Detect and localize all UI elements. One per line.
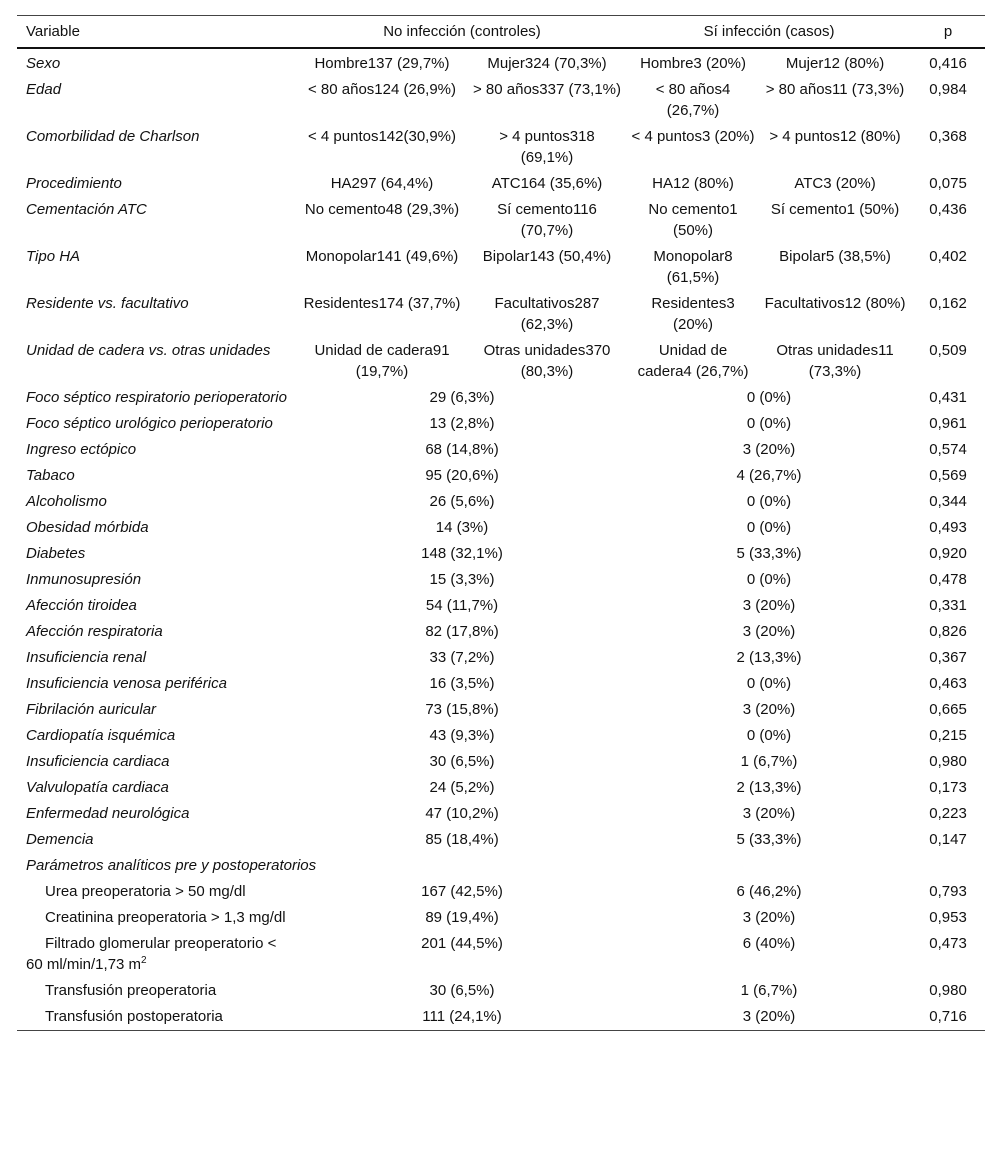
cases-cell: < 80 años4 (26,7%) [655,81,731,119]
variable-cell: Ingreso ectópico [26,441,137,458]
p-value-cell: 0,473 [929,935,967,952]
p-value-cell: 0,162 [929,295,967,312]
cases-cell: 5 (33,3%) [736,831,802,848]
cases-cell: 3 (20%) [742,441,796,458]
variable-text: Filtrado glomerular preoperatorio < 60 ml/min/1,73 m [26,935,277,973]
cases-cell: 0 (0%) [746,519,792,536]
header-row [17,16,985,49]
table-row [17,385,985,411]
controls-cell: ATC164 (35,6%) [491,175,603,192]
header-controls: No infección (controles) [297,16,627,49]
table-row [17,197,985,244]
p-value-cell: 0,980 [929,982,967,999]
cases-cell: Hombre3 (20%) [640,55,746,72]
p-value-cell: 0,980 [929,753,967,770]
controls-cell: 111 (24,1%) [297,1004,627,1031]
controls-cell: 54 (11,7%) [425,597,499,614]
p-value-cell: 0,368 [929,128,967,145]
header-variable: Variable [17,16,297,49]
variable-cell: Diabetes [26,545,86,562]
p-value-cell: 0,173 [929,779,967,796]
table-row [17,244,985,291]
cases-cell: 2 (13,3%) [736,649,802,666]
p-value-cell: 0,431 [929,389,967,406]
controls-cell: Bipolar143 (50,4%) [482,248,612,265]
cases-cell: 3 (20%) [742,909,796,926]
controls-cell: < 4 puntos142(30,9%) [307,128,457,145]
controls-cell: 167 (42,5%) [421,883,503,900]
p-value-cell: 0,665 [929,701,967,718]
variable-cell: Afección respiratoria [26,623,163,640]
cases-cell: 5 (33,3%) [736,545,802,562]
variable-cell: Insuficiencia venosa periférica [26,675,227,692]
controls-cell: Unidad de cadera91 (19,7%) [314,342,450,380]
cases-cell: > 4 puntos12 (80%) [769,128,901,145]
controls-cell: 13 (2,8%) [429,415,495,432]
table-row [17,905,985,931]
cases-cell: 0 (0%) [746,675,792,692]
table-row [17,515,985,541]
cases-cell: < 4 puntos3 (20%) [631,128,755,145]
variable-cell: Fibrilación auricular [26,701,157,718]
variable-cell [17,931,297,978]
variable-cell: Foco séptico urológico perioperatorio [26,415,273,432]
cases-cell: Residentes3 (20%) [651,295,735,333]
table-row [17,77,985,124]
header-p: p [911,16,985,49]
p-value-cell: 0,215 [929,727,967,744]
p-value-cell: 0,147 [929,831,967,848]
controls-cell: > 4 puntos318 (69,1%) [499,128,595,166]
variable-cell: Cardiopatía isquémica [26,727,176,744]
variable-cell: Foco séptico respiratorio perioperatorio [26,389,287,406]
controls-cell: 68 (14,8%) [425,441,499,458]
table-row [17,48,985,77]
cases-cell: Monopolar8 (61,5%) [653,248,733,286]
controls-cell: 26 (5,6%) [429,493,495,510]
controls-cell: < 80 años124 (26,9%) [307,81,457,98]
controls-cell: 85 (18,4%) [425,831,499,848]
variable-cell: Creatinina preoperatoria > 1,3 mg/dl [45,909,286,926]
variable-cell: Valvulopatía cardiaca [26,779,169,796]
results-table [17,15,985,1031]
controls-cell: 33 (7,2%) [429,649,495,666]
controls-cell: 43 (9,3%) [429,727,495,744]
controls-cell: 14 (3%) [435,519,489,536]
p-value-cell: 0,574 [929,441,967,458]
table-row [17,879,985,905]
table-row [17,619,985,645]
variable-cell: Enfermedad neurológica [26,805,190,822]
variable-cell: Cementación ATC [26,201,147,218]
table-row [17,124,985,171]
p-value-cell: 0,402 [929,248,967,265]
table-row [17,801,985,827]
p-value-cell: 0,569 [929,467,967,484]
p-value-cell: 0,920 [929,545,967,562]
variable-cell: Comorbilidad de Charlson [26,128,200,145]
cases-cell: HA12 (80%) [652,175,734,192]
p-value-cell: 0,436 [929,201,967,218]
controls-cell: Facultativos287 (62,3%) [494,295,600,333]
variable-cell: Edad [26,81,62,98]
controls-cell: 73 (15,8%) [425,701,499,718]
controls-cell: 89 (19,4%) [425,909,499,926]
variable-cell: Inmunosupresión [26,571,142,588]
cases-cell: 0 (0%) [746,389,792,406]
variable-cell: Transfusión postoperatoria [17,1004,297,1031]
cases-cell: 6 (46,2%) [736,883,802,900]
cases-cell: Mujer12 (80%) [785,55,885,72]
cases-cell: 2 (13,3%) [736,779,802,796]
cases-cell: 3 (20%) [627,1004,911,1031]
cases-cell: 3 (20%) [742,701,796,718]
controls-cell: Hombre137 (29,7%) [314,55,450,72]
controls-cell: 16 (3,5%) [429,675,495,692]
table-row [17,697,985,723]
controls-cell: Sí cemento116 (70,7%) [497,201,597,239]
controls-cell: 148 (32,1%) [421,545,503,562]
variable-cell: Afección tiroidea [26,597,137,614]
cases-cell: 0 (0%) [746,571,792,588]
variable-cell: Procedimiento [26,175,122,192]
variable-cell: Tipo HA [26,248,81,265]
table-row [17,775,985,801]
controls-cell: HA297 (64,4%) [330,175,434,192]
p-value-cell: 0,716 [911,1004,985,1031]
p-value-cell: 0,509 [929,342,967,359]
variable-cell: Residente vs. facultativo [26,295,189,312]
table-row [17,749,985,775]
controls-cell: Mujer324 (70,3%) [487,55,607,72]
cases-cell: 0 (0%) [746,493,792,510]
cases-cell: 1 (6,7%) [740,753,798,770]
table-row [17,827,985,853]
table-row [17,463,985,489]
controls-cell: 15 (3,3%) [429,571,495,588]
controls-cell: 30 (6,5%) [429,753,495,770]
cases-cell: 6 (40%) [742,935,796,952]
cases-cell: Sí cemento1 (50%) [770,201,900,218]
cases-cell: 1 (6,7%) [740,982,798,999]
cases-cell: 0 (0%) [746,727,792,744]
cases-cell: Facultativos12 (80%) [764,295,906,312]
variable-cell: Insuficiencia renal [26,649,147,666]
header-cases: Sí infección (casos) [627,16,911,49]
cases-cell: 4 (26,7%) [736,467,802,484]
p-value-cell: 0,344 [929,493,967,510]
variable-cell: Alcoholismo [26,493,107,510]
cases-cell: 0 (0%) [746,415,792,432]
p-value-cell: 0,463 [929,675,967,692]
p-value-cell: 0,331 [929,597,967,614]
p-value-cell: 0,984 [929,81,967,98]
variable-cell: Unidad de cadera vs. otras unidades [26,342,271,359]
section-label: Parámetros analíticos pre y postoperatorios [26,857,317,874]
controls-cell: No cemento48 (29,3%) [304,201,460,218]
cases-cell: 3 (20%) [742,623,796,640]
p-value-cell: 0,793 [929,883,967,900]
table-row [17,541,985,567]
cases-cell: No cemento1 (50%) [648,201,738,239]
controls-cell: 201 (44,5%) [421,935,503,952]
controls-cell: Otras unidades370 (80,3%) [483,342,611,380]
p-value-cell: 0,826 [929,623,967,640]
controls-cell: 82 (17,8%) [425,623,499,640]
table-row [17,723,985,749]
controls-cell: > 80 años337 (73,1%) [472,81,622,98]
table-row [17,338,985,385]
table-row [17,171,985,197]
p-value-cell: 0,367 [929,649,967,666]
p-value-cell: 0,961 [929,415,967,432]
cases-cell: Bipolar5 (38,5%) [779,248,891,265]
variable-cell: Tabaco [26,467,75,484]
cases-cell: Unidad de cadera4 (26,7%) [637,342,749,380]
table-row [17,978,985,1004]
cases-cell: > 80 años11 (73,3%) [765,81,905,98]
table-row [17,931,985,978]
table-row [17,489,985,515]
controls-cell: 24 (5,2%) [429,779,495,796]
controls-cell: 47 (10,2%) [425,805,499,822]
table-row [17,291,985,338]
controls-cell: 95 (20,6%) [425,467,499,484]
superscript: 2 [141,955,147,966]
cases-cell: 3 (20%) [742,597,796,614]
p-value-cell: 0,075 [929,175,967,192]
p-value-cell: 0,493 [929,519,967,536]
controls-cell: 30 (6,5%) [429,982,495,999]
cases-cell: 3 (20%) [742,805,796,822]
table-row [17,411,985,437]
variable-cell: Obesidad mórbida [26,519,149,536]
controls-cell: 29 (6,3%) [429,389,495,406]
cases-cell: Otras unidades11 (73,3%) [776,342,894,380]
table-row [17,645,985,671]
controls-cell: Monopolar141 (49,6%) [305,248,459,265]
p-value-cell: 0,223 [929,805,967,822]
p-value-cell: 0,478 [929,571,967,588]
variable-cell: Insuficiencia cardiaca [26,753,170,770]
p-value-cell: 0,416 [929,55,967,72]
controls-cell: Residentes174 (37,7%) [303,295,461,312]
table-row [17,593,985,619]
table-row [17,1004,985,1031]
table-row [17,567,985,593]
variable-cell: Transfusión preoperatoria [45,982,217,999]
variable-cell: Sexo [26,55,61,72]
section-row [17,853,985,879]
table-row [17,437,985,463]
table-row [17,671,985,697]
p-value-cell: 0,953 [929,909,967,926]
variable-cell: Urea preoperatoria > 50 mg/dl [45,883,246,900]
cases-cell: ATC3 (20%) [794,175,876,192]
variable-cell: Demencia [26,831,94,848]
